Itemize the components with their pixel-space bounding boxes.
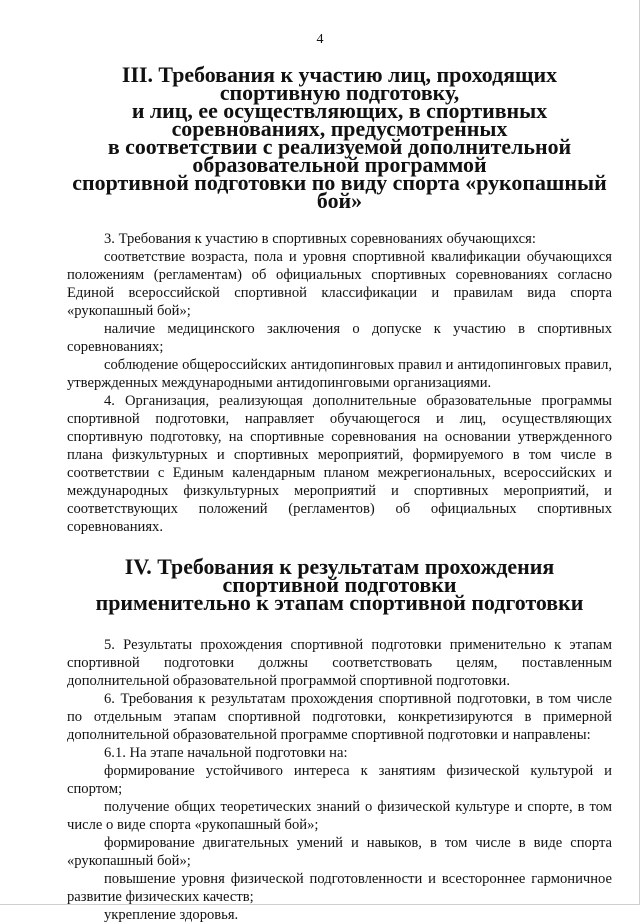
- section-4-title: [67, 554, 612, 615]
- list-item-physical-fitness: повышение уровня физической подготовленности и всестороннее гармоничное развитие физических качеств;: [67, 871, 612, 905]
- section-3-title: [67, 62, 612, 213]
- section-3-title-line: в соответствии с реализуемой дополнительной образовательной программой: [107, 134, 572, 177]
- section-3-title-line: III. Требования к участию лиц, проходящих спортивную подготовку,: [121, 62, 558, 105]
- paragraph-6-1: 6.1. На этапе начальной подготовки на:: [104, 745, 348, 761]
- list-item-interest: формирование устойчивого интереса к занятиям физической культурой и спортом;: [67, 763, 612, 797]
- paragraph-5: 5. Результаты прохождения спортивной подготовки применительно к этапам спортивной подготовки должны соответствовать целям, поставленным дополнительной образовательной программой спортивной подготовки.: [67, 637, 612, 689]
- list-item-knowledge: получение общих теоретических знаний о физической культуре и спорте, в том числе о виде спорта «рукопашный бой»;: [67, 799, 612, 833]
- paragraph-6: 6. Требования к результатам прохождения спортивной подготовки, в том числе по отдельным этапам спортивной подготовки, конкретизируются в примерной дополнительной образовательной программе спортивной подготовки и направлены:: [67, 691, 612, 743]
- paragraph-3: 3. Требования к участию в спортивных соревнованиях обучающихся:: [104, 231, 536, 247]
- section-4-title-line: IV. Требования к результатам прохождения спортивной подготовки: [124, 554, 555, 597]
- list-item-motor-skills: формирование двигательных умений и навыков, в том числе в виде спорта «рукопашный бой»;: [67, 835, 612, 869]
- paragraph-3-medical-requirement: наличие медицинского заключения о допуске к участию в спортивных соревнованиях;: [67, 321, 612, 355]
- paragraph-3-antidoping-requirement: соблюдение общероссийских антидопинговых правил и антидопинговых правил, утвержденных международными антидопинговыми организациями.: [67, 357, 612, 391]
- section-3-title-line: спортивной подготовки по виду спорта «рукопашный бой»: [72, 170, 607, 213]
- paragraph-4: 4. Организация, реализующая дополнительные образовательные программы спортивной подготовки, направляет обучающегося и лиц, осуществляющих спортивную подготовку, на спортивные соревнования на основании утвержденного плана физкультурных и спортивных мероприятий, формируемого в том числе в соответствии с Единым календарным планом межрегиональных, всероссийских и международных физкультурных мероприятий и спортивных мероприятий, и соответствующих положений (регламентов) об официальных спортивных соревнованиях.: [67, 393, 612, 535]
- section-4-title-line: применительно к этапам спортивной подготовки: [95, 590, 584, 615]
- list-item-health: укрепление здоровья.: [104, 907, 239, 923]
- page-number: 4: [316, 32, 324, 47]
- section-3-title-line: и лиц, ее осуществляющих, в спортивных соревнованиях, предусмотренных: [131, 98, 548, 141]
- paragraph-3-age-requirement: соответствие возраста, пола и уровня спортивной квалификации обучающихся положениям (регламентам) об официальных спортивных соревнованиях согласно Единой всероссийской спортивной классификации и правилам вида спорта «рукопашный бой»;: [67, 249, 612, 319]
- page-content: [67, 62, 612, 924]
